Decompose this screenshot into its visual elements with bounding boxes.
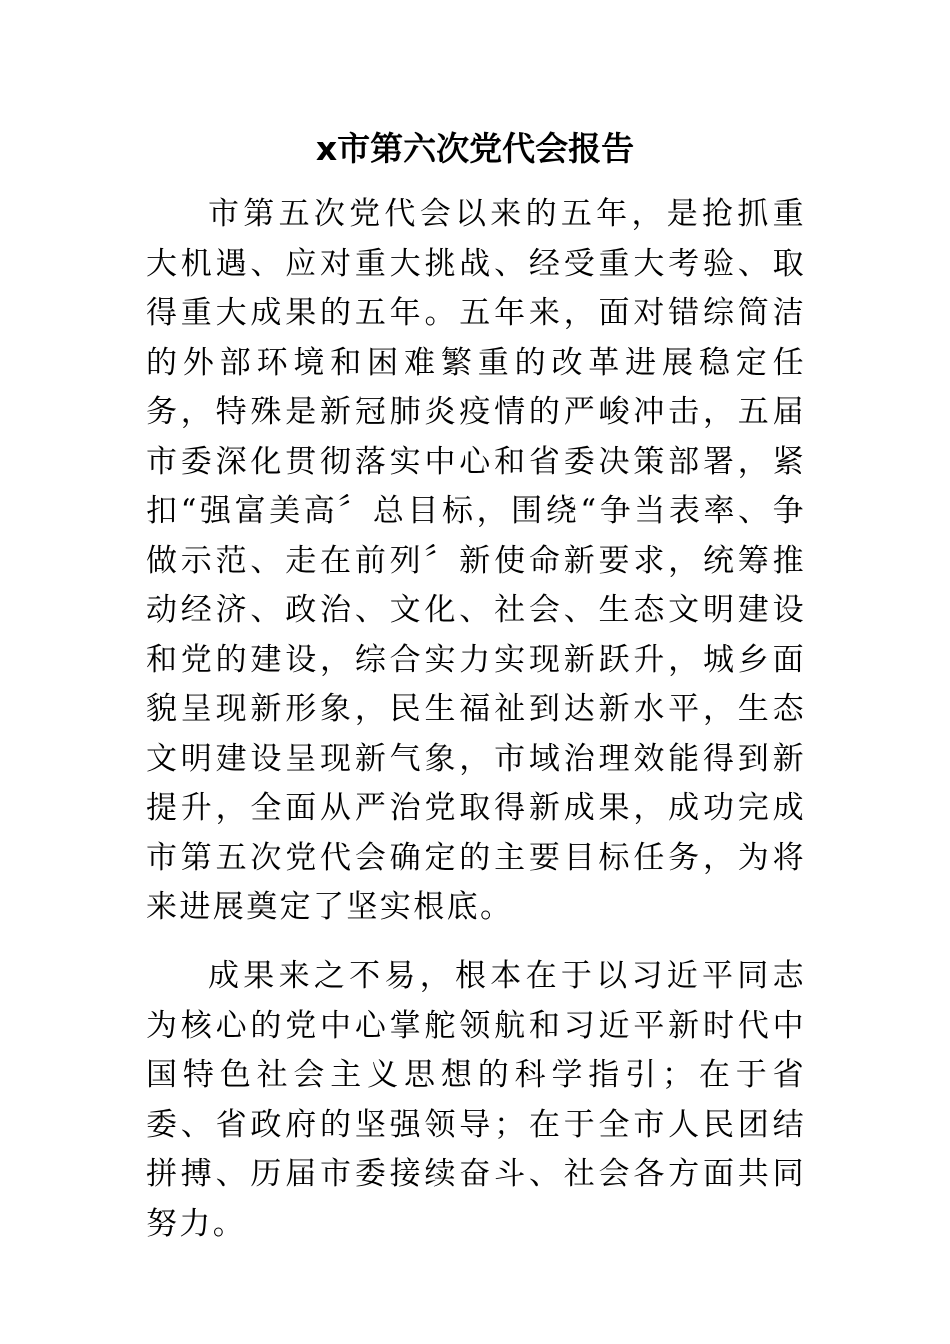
paragraph-achievements: 市第五次党代会以来的五年，是抢抓重大机遇、应对重大挑战、经受重大考验、取得重大成果的五年。五年来，面对错综简洁的外部环境和困难繁重的改革进展稳定任务，特殊是新冠肺炎疫情的严峻冲击，五届市委深化贯彻落实中心和省委决策部署，紧扣“强富美高〞总目标，围绕“争当表率、争做示范、走在前列〞新使命新要求，统筹推动经济、政治、文化、社会、生态文明建设和党的建设，综合实力实现新跃升，城乡面貌呈现新形象，民生福祉到达新水平，生态文明建设呈现新气象，市域治理效能得到新提升，全面从严治党取得新成果，成功完成市第五次党代会确定的主要目标任务，为将来进展奠定了坚实根底。 bbox=[146, 196, 806, 925]
document-title: x市第六次党代会报告 bbox=[315, 129, 635, 168]
paragraph-reasons: 成果来之不易，根本在于以习近平同志为核心的党中心掌舵领航和习近平新时代中国特色社会主义思想的科学指引；在于省委、省政府的坚强领导；在于全市人民团结拼搏、历届市委接续奋斗、社会各方面共同努力。 bbox=[146, 958, 806, 1242]
